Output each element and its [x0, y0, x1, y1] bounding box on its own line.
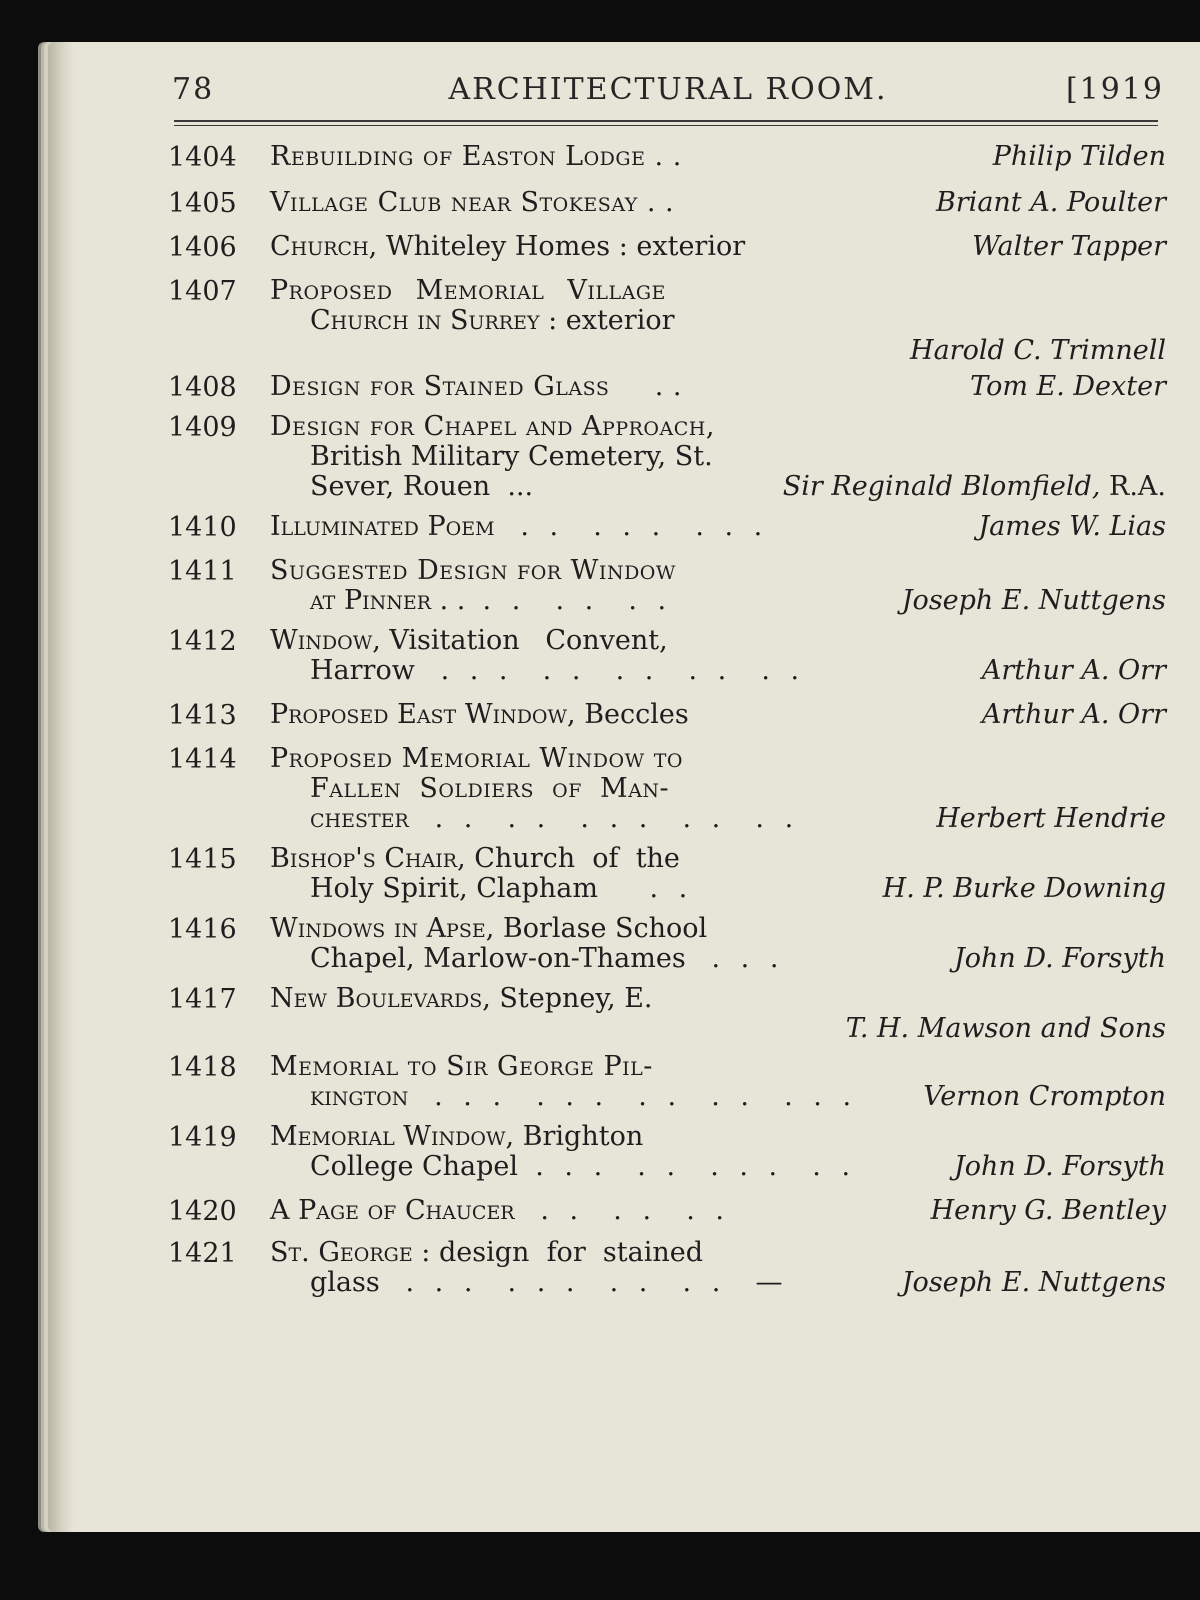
leader-dots: . . .: [711, 943, 785, 974]
entry-title-rest: Church of the: [465, 843, 680, 874]
entry-title-rest: Beccles: [575, 699, 689, 730]
entry-title: Village Club near Stokesay . .: [270, 187, 675, 218]
entry-number: 1408: [168, 372, 237, 403]
entry-title: Proposed Memorial Village: [270, 275, 666, 306]
entry-artist: H. P. Burke Downing: [882, 873, 1166, 904]
entry-1419: [168, 1122, 1166, 1182]
entry-artist: Tom E. Dexter: [970, 371, 1166, 402]
entry-1407: [168, 276, 1166, 366]
entry-title-rest: Visitation Convent,: [380, 625, 668, 656]
entry-number: 1407: [168, 276, 237, 307]
running-head: [172, 72, 1164, 116]
entry-artist: John D. Forsyth: [953, 1151, 1166, 1182]
entry-title-cont: Holy Spirit, Clapham: [310, 873, 599, 904]
entry-number: 1404: [168, 142, 237, 173]
entry-artist: Vernon Crompton: [923, 1081, 1166, 1112]
entry-title: Windows in Apse,: [270, 913, 495, 944]
entry-artist: Joseph E. Nuttgens: [901, 585, 1166, 616]
entry-artist-suffix: R.A.: [1100, 471, 1166, 502]
entry-artist: Arthur A. Orr: [981, 699, 1166, 730]
entry-number: 1416: [168, 914, 237, 945]
entry-title: Proposed East Window,: [270, 699, 576, 730]
entry-1410: [168, 512, 1166, 542]
year: [1919: [1065, 72, 1164, 107]
entry-number: 1418: [168, 1052, 237, 1083]
entry-1406: [168, 232, 1166, 262]
entry-title: Church,: [270, 231, 378, 262]
entry-title: Memorial Window,: [270, 1121, 515, 1152]
entry-title-rest: design for stained: [430, 1237, 703, 1268]
entry-number: 1421: [168, 1238, 237, 1269]
entry-number: 1415: [168, 844, 237, 875]
entry-title: Proposed Memorial Window to: [270, 743, 683, 774]
entry-title-cont: Sever, Rouen ...: [310, 471, 534, 502]
entry-number: 1414: [168, 744, 237, 775]
entry-1418: [168, 1052, 1166, 1112]
entry-title: Suggested Design for Window: [270, 555, 676, 586]
entry-title-rest: exterior: [557, 305, 675, 336]
entry-title-cont: at Pinner . .: [310, 585, 466, 616]
entry-title: Memorial to Sir George Pil-: [270, 1051, 653, 1082]
entry-1415: [168, 844, 1166, 904]
entry-1414: [168, 744, 1166, 834]
entry-title-cont: British Military Cemetery, St.: [310, 441, 713, 472]
entry-title-rest: Brighton: [514, 1121, 644, 1152]
entry-title-rest: Whiteley Homes : exterior: [377, 231, 746, 262]
entry-artist: Henry G. Bentley: [930, 1195, 1166, 1226]
entry-artist: Walter Tapper: [972, 231, 1166, 262]
entry-1417: [168, 984, 1166, 1044]
entry-1412: [168, 626, 1166, 686]
entry-1416: [168, 914, 1166, 974]
entry-artist: John D. Forsyth: [953, 943, 1166, 974]
entry-artist: Arthur A. Orr: [981, 655, 1166, 686]
entry-artist: James W. Lias: [978, 511, 1166, 542]
entry-number: 1412: [168, 626, 237, 657]
entry-title-cont: College Chapel: [310, 1151, 519, 1182]
entry-title-rest: Stepney, E.: [490, 983, 653, 1014]
leader-dots: . . . . . .: [482, 585, 673, 616]
leader-dots: . . . . . .: [540, 1195, 730, 1226]
leader-dots: . .: [649, 873, 694, 904]
entry-title-cont: Fallen Soldiers of Man-: [310, 773, 670, 804]
entry-title: A Page of Chaucer: [270, 1195, 515, 1226]
entry-1405: [168, 188, 1166, 218]
header-rule: [174, 120, 1158, 122]
entry-number: 1419: [168, 1122, 237, 1153]
entry-title: Rebuilding of Easton Lodge . .: [270, 141, 682, 172]
entry-artist: Briant A. Poulter: [935, 187, 1166, 218]
entry-1413: [168, 700, 1166, 730]
entry-title-cont: Chapel, Marlow-on-Thames: [310, 943, 686, 974]
entry-1404: [168, 142, 1166, 172]
page-gutter: [48, 42, 74, 1532]
entry-title: St. George :: [270, 1237, 431, 1268]
entry-title-rest: Borlase School: [494, 913, 708, 944]
leader-dots: . . . . . . . . . . .: [434, 803, 800, 834]
entry-number: 1411: [168, 556, 237, 587]
leader-dots: . . . . . . . .: [520, 511, 769, 542]
header-rule-thin: [174, 125, 1158, 126]
entry-title-cont: glass: [310, 1267, 380, 1298]
entry-1409: [168, 412, 1166, 502]
entry-title: Bishop's Chair,: [270, 843, 466, 874]
leader-dots: . . . . . . . . . .: [535, 1151, 857, 1182]
leader-dots: . . . . . . . . . . . . .: [434, 1081, 858, 1112]
entry-number: 1417: [168, 984, 237, 1015]
entry-1420: [168, 1196, 1166, 1226]
entry-1411: [168, 556, 1166, 616]
leader-dots: . . . . . . . . . . .: [440, 655, 806, 686]
entry-artist: Herbert Hendrie: [936, 803, 1166, 834]
entry-artist: Sir Reginald Blomfield,: [782, 471, 1101, 502]
entry-title-cont: chester: [310, 803, 409, 834]
page-number: 78: [172, 72, 215, 107]
entry-artist: Joseph E. Nuttgens: [901, 1267, 1166, 1298]
catalogue-entries: [168, 142, 1166, 1298]
entry-1421: [168, 1238, 1166, 1298]
entry-artist: T. H. Mawson and Sons: [845, 1013, 1166, 1044]
entry-artist: Harold C. Trimnell: [910, 335, 1166, 366]
entry-title: Illuminated Poem: [270, 511, 495, 542]
leader-dots: . . . . . . . . . . —: [405, 1267, 789, 1298]
entry-number: 1406: [168, 232, 237, 263]
entry-1408: [168, 372, 1166, 402]
entry-title: Design for Stained Glass . .: [270, 371, 683, 402]
entry-title-cont: Church in Surrey :: [310, 305, 558, 336]
entry-number: 1413: [168, 700, 237, 731]
entry-number: 1410: [168, 512, 237, 543]
entry-title: Window,: [270, 625, 381, 656]
entry-title-cont: Harrow: [310, 655, 415, 686]
entry-title: Design for Chapel and Approach,: [270, 411, 715, 442]
entry-number: 1405: [168, 188, 237, 219]
entry-title: New Boulevards,: [270, 983, 491, 1014]
entry-artist: Philip Tilden: [992, 141, 1166, 172]
entry-number: 1409: [168, 412, 237, 443]
entry-number: 1420: [168, 1196, 237, 1227]
entry-title-cont: kington: [310, 1081, 409, 1112]
page-title: ARCHITECTURAL ROOM.: [448, 72, 888, 107]
